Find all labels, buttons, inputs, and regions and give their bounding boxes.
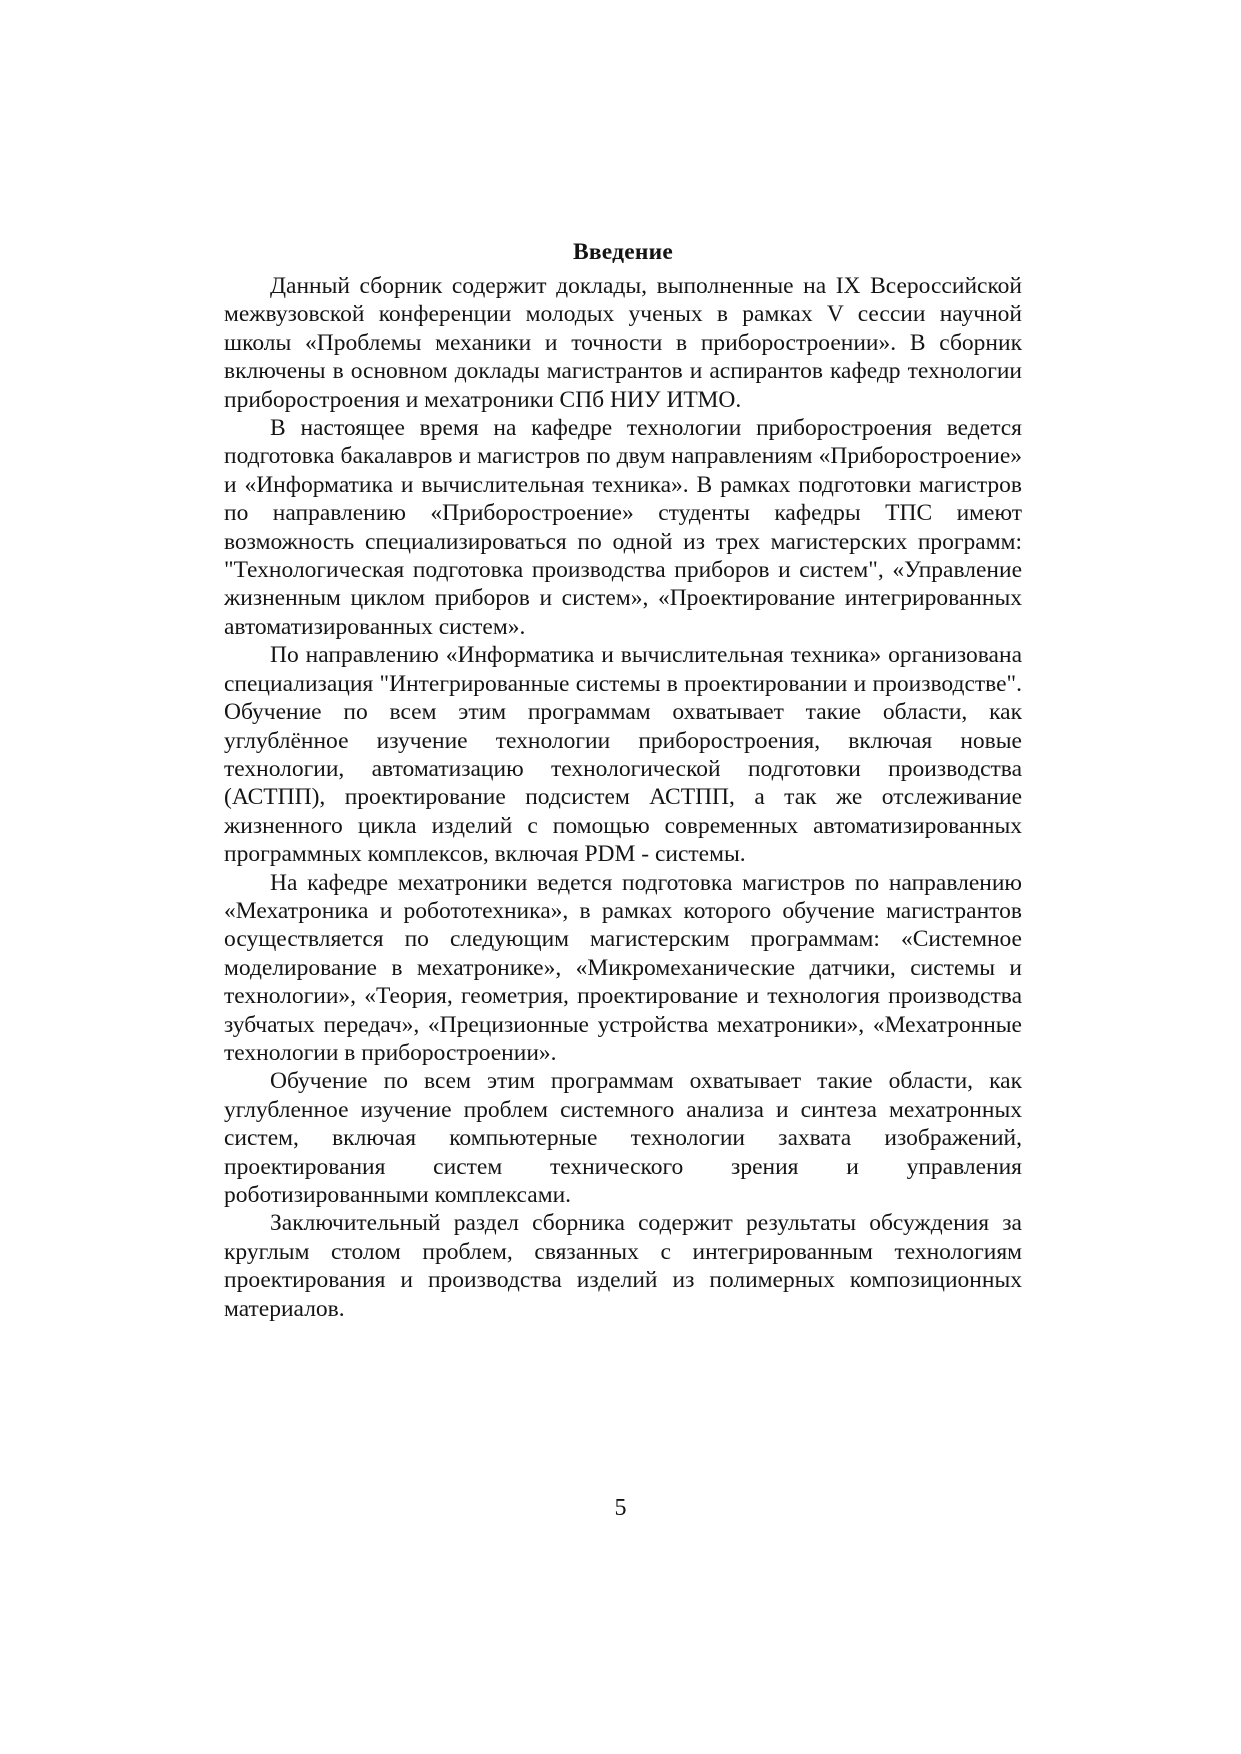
paragraph-instrument-making: В настоящее время на кафедре технологии приборостроения ведется подготовка бакалавров и магистров по двум направлениям «Приборостроение» и «Информатика и вычислительная техника». В рамках подготовки магистров по направлению «Приборостроение» студенты кафедры ТПС имеют возможность специализироваться по одной из трех магистерских программ: "Технологическая подготовка производства приборов и систем", «Управление жизненным циклом приборов и систем», «Проектирование интегрированных автоматизированных систем». [224,415,1022,640]
section-heading: Введение [573,239,673,265]
document-body [224,238,1022,1323]
paragraph-conclusion: Заключительный раздел сборника содержит результаты обсуждения за круглым столом проблем, связанных с интегрированным технологиям проектирования и производства изделий из полимерных композиционных материалов. [224,1210,1022,1322]
paragraph-mechatronics: На кафедре мехатроники ведется подготовка магистров по направлению «Мехатроника и робототехника», в рамках которого обучение магистрантов осуществляется по следующим магистерским программам: «Системное моделирование в мехатронике», «Микромеханические датчики, системы и технологии», «Теория, геометрия, проектирование и технология производства зубчатых передач», «Прецизионные устройства мехатроники», «Мехатронные технологии в приборостроении». [224,869,1022,1066]
page-number: 5 [614,1495,627,1521]
paragraph-intro: Данный сборник содержит доклады, выполненные на IX Всероссийской межвузовской конференции молодых ученых в рамках V сессии научной школы «Проблемы механики и точности в приборостроении». В сборник включены в основном доклады магистрантов и аспирантов кафедр технологии приборостроения и мехатроники СПб НИУ ИТМО. [224,273,1022,413]
paragraph-training-areas: Обучение по всем этим программам охватывает такие области, как углубленное изучение проблем системного анализа и синтеза мехатронных систем, включая компьютерные технологии захвата изображений, проектирования систем технического зрения и управления роботизированными комплексами. [224,1068,1022,1208]
paragraph-informatics: По направлению «Информатика и вычислительная техника» организована специализация "Интегрированные системы в проектировании и производстве". Обучение по всем этим программам охватывает такие области, как углублённое изучение технологии приборостроения, включая новые технологии, автоматизацию технологической подготовки производства (АСТПП), проектирование подсистем АСТПП, а так же отслеживание жизненного цикла изделий с помощью современных автоматизированных программных комплексов, включая PDM - системы. [224,642,1022,868]
